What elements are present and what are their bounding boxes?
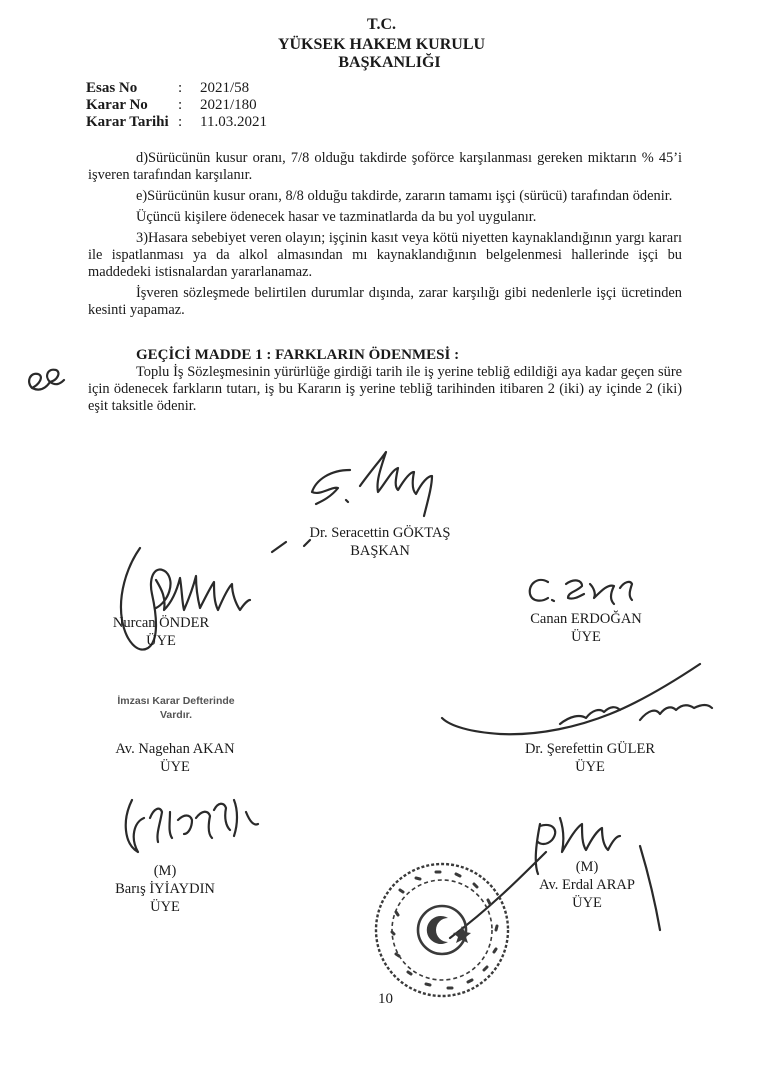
dissent-mark: (M) <box>153 863 177 879</box>
paragraph: İşveren sözleşmede belirtilen durumlar dışında, zarar karşılığı gibi nedenlerle işçi ücretinden kesinti yapamaz. <box>88 285 682 318</box>
header-presidency: BAŞKANLIĞI <box>338 54 441 71</box>
signatory-role: ÜYE <box>571 629 601 645</box>
erdogan-signature-icon <box>530 580 632 604</box>
paragraph: Toplu İş Sözleşmesinin yürürlüğe girdiği tarih ile iş yerine tebliğ edildiği aya kadar geçen süre için ödenecek farkların tutarı, iş bu Kararın iş yerine tebliğ tarihinden itibaren 2 (iki) ay içinde 2 (iki) eşit taksitle ödenir. <box>88 364 682 414</box>
signatory-onder <box>96 614 226 650</box>
meta-key: Karar Tarihi <box>86 114 169 130</box>
paragraph: e)Sürücünün kusur oranı, 8/8 olduğu takdirde, zararın tamamı işçi (sürücü) tarafından ödenir. <box>136 188 673 204</box>
signatory-erdogan <box>516 610 656 646</box>
signature-book-note <box>96 694 256 722</box>
signatory-role: ÜYE <box>150 899 180 915</box>
signatory-name: Av. Erdal ARAP <box>539 877 635 893</box>
header-tc: T.C. <box>366 16 397 33</box>
signatory-name: Av. Nagehan AKAN <box>115 741 235 757</box>
meta-key: Esas No <box>86 80 138 96</box>
paragraph: 3)Hasara sebebiyet veren olayın; işçinin kasıt veya kötü niyetten kaynaklandığının yargı kararı ile ispatlanması ya da alkol almasından mı kaynaklandığının belgelenmesi hallerinde işçi bu maddedeki istisnalardan yararlanamaz. <box>88 230 682 280</box>
meta-value: 11.03.2021 <box>200 114 267 130</box>
meta-key: Karar No <box>86 97 148 113</box>
signatory-chair <box>296 524 464 560</box>
signatory-name: Nurcan ÖNDER <box>112 615 210 631</box>
meta-sep: : <box>178 80 183 96</box>
official-seal-icon <box>376 864 508 996</box>
signatory-name: Canan ERDOĞAN <box>530 611 642 627</box>
meta-sep: : <box>178 97 183 113</box>
signatory-name: Dr. Şerefettin GÜLER <box>524 741 656 757</box>
signatory-role: ÜYE <box>160 759 190 775</box>
paragraph: Üçüncü kişilere ödenecek hasar ve tazminatlarda da bu yol uygulanır. <box>136 209 537 225</box>
meta-value: 2021/58 <box>200 80 250 96</box>
signatory-iyiaydin <box>100 862 230 916</box>
chair-signature-icon <box>312 452 432 516</box>
dissent-mark: (M) <box>575 859 599 875</box>
signatory-arap <box>522 858 652 912</box>
meta-sep: : <box>178 114 183 130</box>
header-institution: YÜKSEK HAKEM KURULU <box>277 36 486 53</box>
margin-initials-icon <box>29 370 64 390</box>
signatory-role: ÜYE <box>575 759 605 775</box>
provisional-article-title: GEÇİCİ MADDE 1 : FARKLARIN ÖDENMESİ : <box>136 347 460 363</box>
paragraph: d)Sürücünün kusur oranı, 7/8 olduğu takdirde şoförce karşılanması gereken miktarın % 45’i işveren tarafından karşılanır. <box>88 150 682 183</box>
signatory-role: ÜYE <box>572 895 602 911</box>
meta-value: 2021/180 <box>200 97 257 113</box>
iyiaydin-signature-icon <box>126 800 258 852</box>
page-number: 10 <box>378 991 393 1007</box>
guler-signature-icon <box>442 664 712 734</box>
signatory-guler <box>510 740 670 776</box>
signatory-name: Dr. Seracettin GÖKTAŞ <box>309 525 451 541</box>
note-line: Vardır. <box>159 709 193 721</box>
signatory-role: ÜYE <box>146 633 176 649</box>
signatory-role: BAŞKAN <box>350 543 410 559</box>
signatory-akan <box>100 740 250 776</box>
signatory-name: Barış İYİAYDIN <box>115 881 215 897</box>
note-line: İmzası Karar Defterinde <box>117 695 235 707</box>
